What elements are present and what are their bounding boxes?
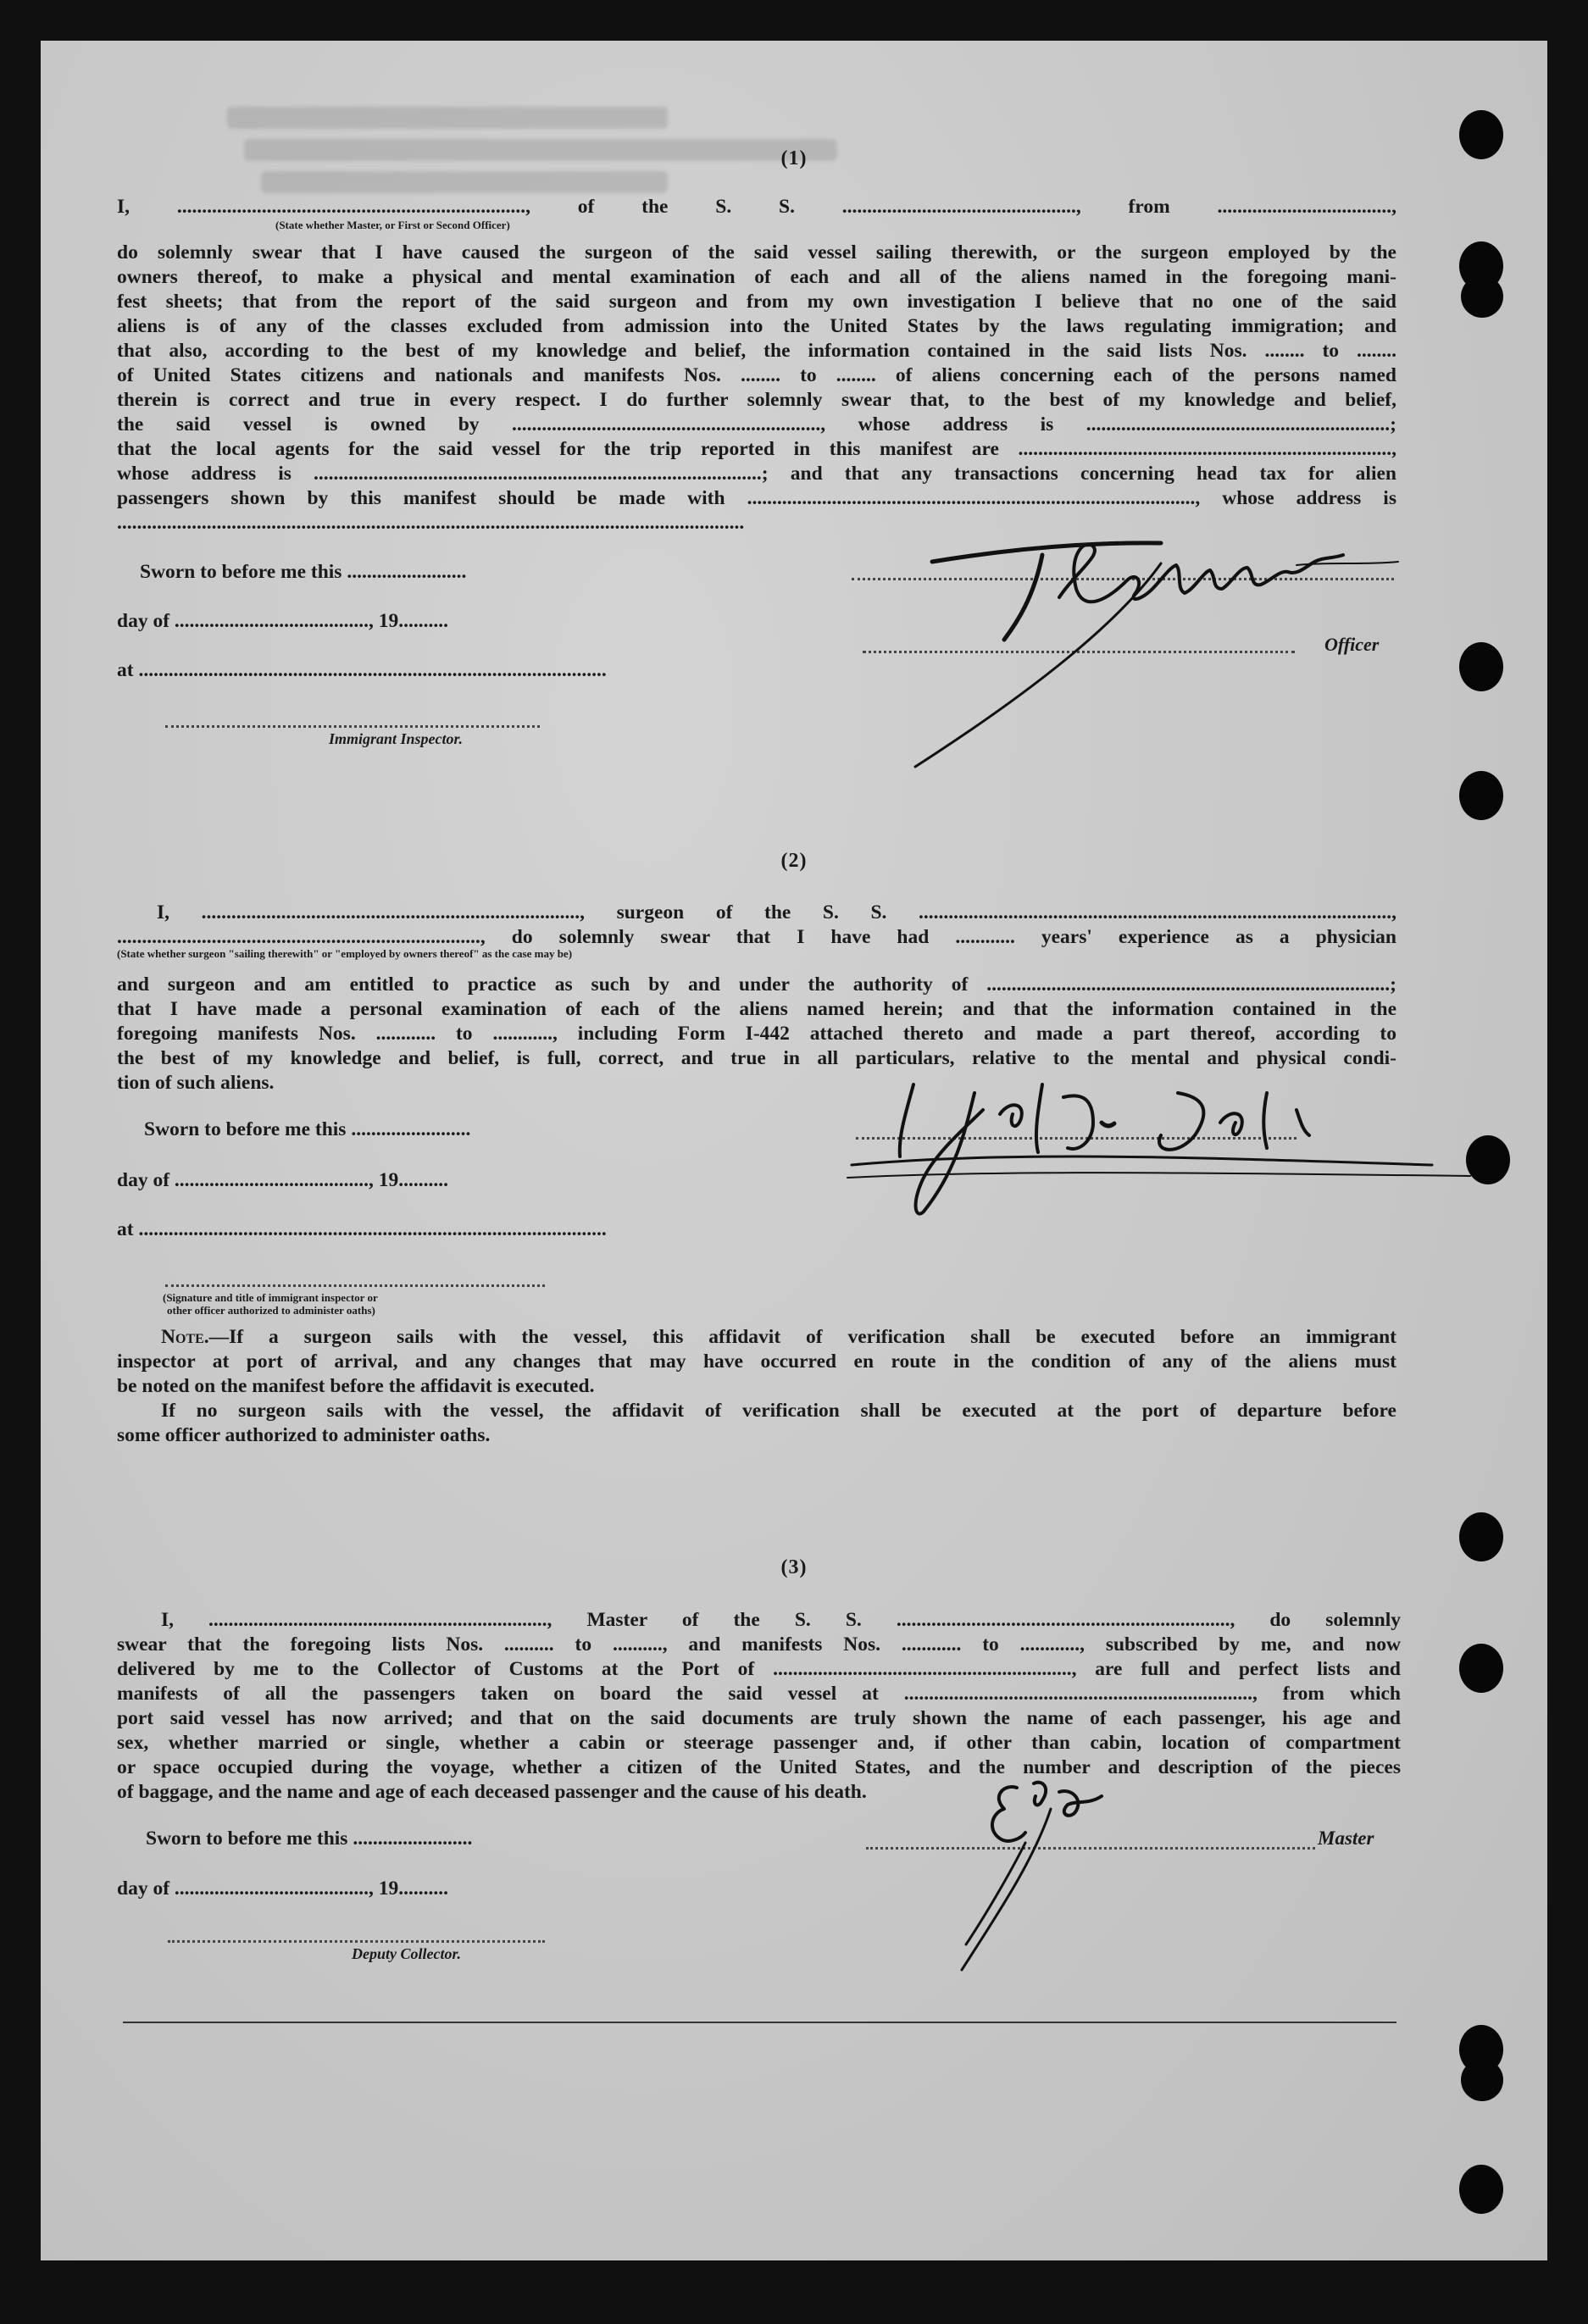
inspector-signature-line-2: [165, 1284, 545, 1287]
sig-caption-line-1: (Signature and title of immigrant inspector or: [163, 1291, 378, 1304]
section-2-body-line: that I have made a personal examination of each of the aliens named herein; and that the information contained in the: [117, 998, 1396, 1020]
sig-caption-line-2: other officer authorized to administer oaths): [167, 1304, 375, 1317]
section-1-body-line: that the local agents for the said vessel for the trip reported in this manifest are ...........................................................................,: [117, 438, 1396, 460]
punch-hole: [1459, 771, 1503, 820]
section-1-body-line: of United States citizens and nationals and manifests Nos. ........ to ........ of aliens concerning each of the persons named: [117, 364, 1396, 386]
section-2-body-line: foregoing manifests Nos. ............ to ............, including Form I-442 attached thereto and made a part thereof, according to: [117, 1023, 1396, 1045]
section-3-body-line: of baggage, and the name and age of each deceased passenger and the cause of his death.: [117, 1781, 867, 1803]
officer-caption: (State whether Master, or First or Second Officer): [275, 219, 510, 231]
note2-line-2: some officer authorized to administer oaths.: [117, 1424, 491, 1446]
section-2-body-line: tion of such aliens.: [117, 1072, 275, 1094]
section-1-body-line: therein is correct and true in every respect. I do further solemnly swear that, to the best of my knowledge and belief,: [117, 389, 1396, 411]
punch-hole: [1459, 2165, 1503, 2214]
section-3-body-line: or space occupied during the voyage, whether a citizen of the United States, and the number and description of the pieces: [117, 1756, 1401, 1778]
section-3-body-line: swear that the foregoing lists Nos. .......... to .........., and manifests Nos. ............ to ............, subscribed by me, and now: [117, 1633, 1401, 1656]
bottom-rule: [123, 2022, 1396, 2023]
at-label-1: at ..............................................................................................: [117, 659, 607, 681]
day-label-1: day of ......................................., 19..........: [117, 610, 449, 632]
section-3-body-line: manifests of all the passengers taken on board the said vessel at ......................................................................, from which: [117, 1683, 1401, 1705]
section-2-body-line: the best of my knowledge and belief, is full, correct, and true in all particulars, relative to the mental and physical condi-: [117, 1047, 1396, 1069]
punch-hole: [1459, 642, 1503, 691]
section-1-body-line: aliens is of any of the classes excluded from admission into the United States by the laws regulating immigration; and: [117, 315, 1396, 337]
section-3-number: (3): [780, 1556, 808, 1578]
punch-hole: [1459, 1644, 1503, 1693]
section-2-line-1: I, ............................................................................, surgeon of the S. S. ...............................................................................................,: [157, 901, 1396, 923]
section-3-body-line: I, ...................................................................., Master of the S. S. ..................................................................., do solemnly: [161, 1609, 1401, 1631]
punch-hole: [1459, 2025, 1503, 2074]
section-1-body-line: the said vessel is owned by .............................................................., whose address is .............................................................;: [117, 413, 1396, 435]
section-1-line-1: I, ......................................................................, of the S. S. ..............................................., from ...................................,: [117, 196, 1396, 218]
section-3-body-line: sex, whether married or single, whether a cabin or steerage passenger and, if other than cabin, location of compartment: [117, 1732, 1401, 1754]
section-1-body-line: owners thereof, to make a physical and mental examination of each and all of the aliens named in the foregoing mani-: [117, 266, 1396, 288]
surgeon-signature: [839, 1076, 1483, 1229]
sworn-label-3: Sworn to before me this ........................: [146, 1828, 473, 1850]
section-1-number: (1): [780, 147, 808, 169]
section-3-body-line: port said vessel has now arrived; and that on the said documents are truly shown the name of each passenger, his age and: [117, 1707, 1401, 1729]
punch-hole: [1459, 241, 1503, 291]
surgeon-caption: (State whether surgeon "sailing therewith" or "employed by owners thereof" as the case may be): [117, 947, 573, 960]
day-label-3: day of ......................................., 19..........: [117, 1878, 449, 1900]
collector-caption: Deputy Collector.: [352, 1945, 461, 1962]
section-1-body-line: whose address is ..........................................................................................; and that any transactions concerning head tax for alien: [117, 463, 1396, 485]
master-caption: Master: [1318, 1828, 1374, 1849]
note2-line-1: If no surgeon sails with the vessel, the affidavit of verification shall be executed at the port of departure before: [161, 1400, 1396, 1422]
punch-hole: [1459, 1512, 1503, 1561]
section-2-number: (2): [780, 850, 808, 872]
inspector-caption-1: Immigrant Inspector.: [329, 730, 464, 747]
sworn-label-2: Sworn to before me this ........................: [144, 1118, 471, 1140]
section-1-body-line: that also, according to the best of my knowledge and belief, the information contained in the said lists Nos. ........ to ........: [117, 340, 1396, 362]
section-3-body-line: delivered by me to the Collector of Customs at the Port of ............................................................, are full and perfect lists and: [117, 1658, 1401, 1680]
section-1-body-line: do solemnly swear that I have caused the surgeon of the said vessel sailing therewith, or the surgeon employed by the: [117, 241, 1396, 263]
inspector-signature-line: [165, 725, 540, 728]
officer-signature: [907, 521, 1415, 775]
day-label-2: day of ......................................., 19..........: [117, 1169, 449, 1191]
collector-signature-line: [168, 1940, 545, 1943]
note-line-2: inspector at port of arrival, and any changes that may have occurred en route in the condition of any of the aliens must: [117, 1351, 1396, 1373]
section-2-body-line: and surgeon and am entitled to practice as such by and under the authority of .................................................................................;: [117, 973, 1396, 996]
note-line-1: Note.—If a surgeon sails with the vessel, this affidavit of verification shall be executed before an immigrant: [161, 1326, 1396, 1348]
section-1-body-line: fest sheets; that from the report of the said surgeon and from my own investigation I believe that no one of the said: [117, 291, 1396, 313]
at-label-2: at ..............................................................................................: [117, 1218, 607, 1240]
officer-caption: Officer: [1324, 634, 1380, 655]
sworn-label-1: Sworn to before me this ........................: [140, 561, 467, 583]
section-2-line-2: ........................................................................., do solemnly swear that I have had ............ years' experience as a physician: [117, 926, 1396, 948]
section-1-body-line: passengers shown by this manifest should be made with .........................................................................................., whose address is: [117, 487, 1396, 509]
note-line-3: be noted on the manifest before the affidavit is executed.: [117, 1375, 595, 1397]
master-signature: [932, 1767, 1152, 1987]
section-1-body-line: ..............................................................................................................................: [117, 512, 745, 534]
